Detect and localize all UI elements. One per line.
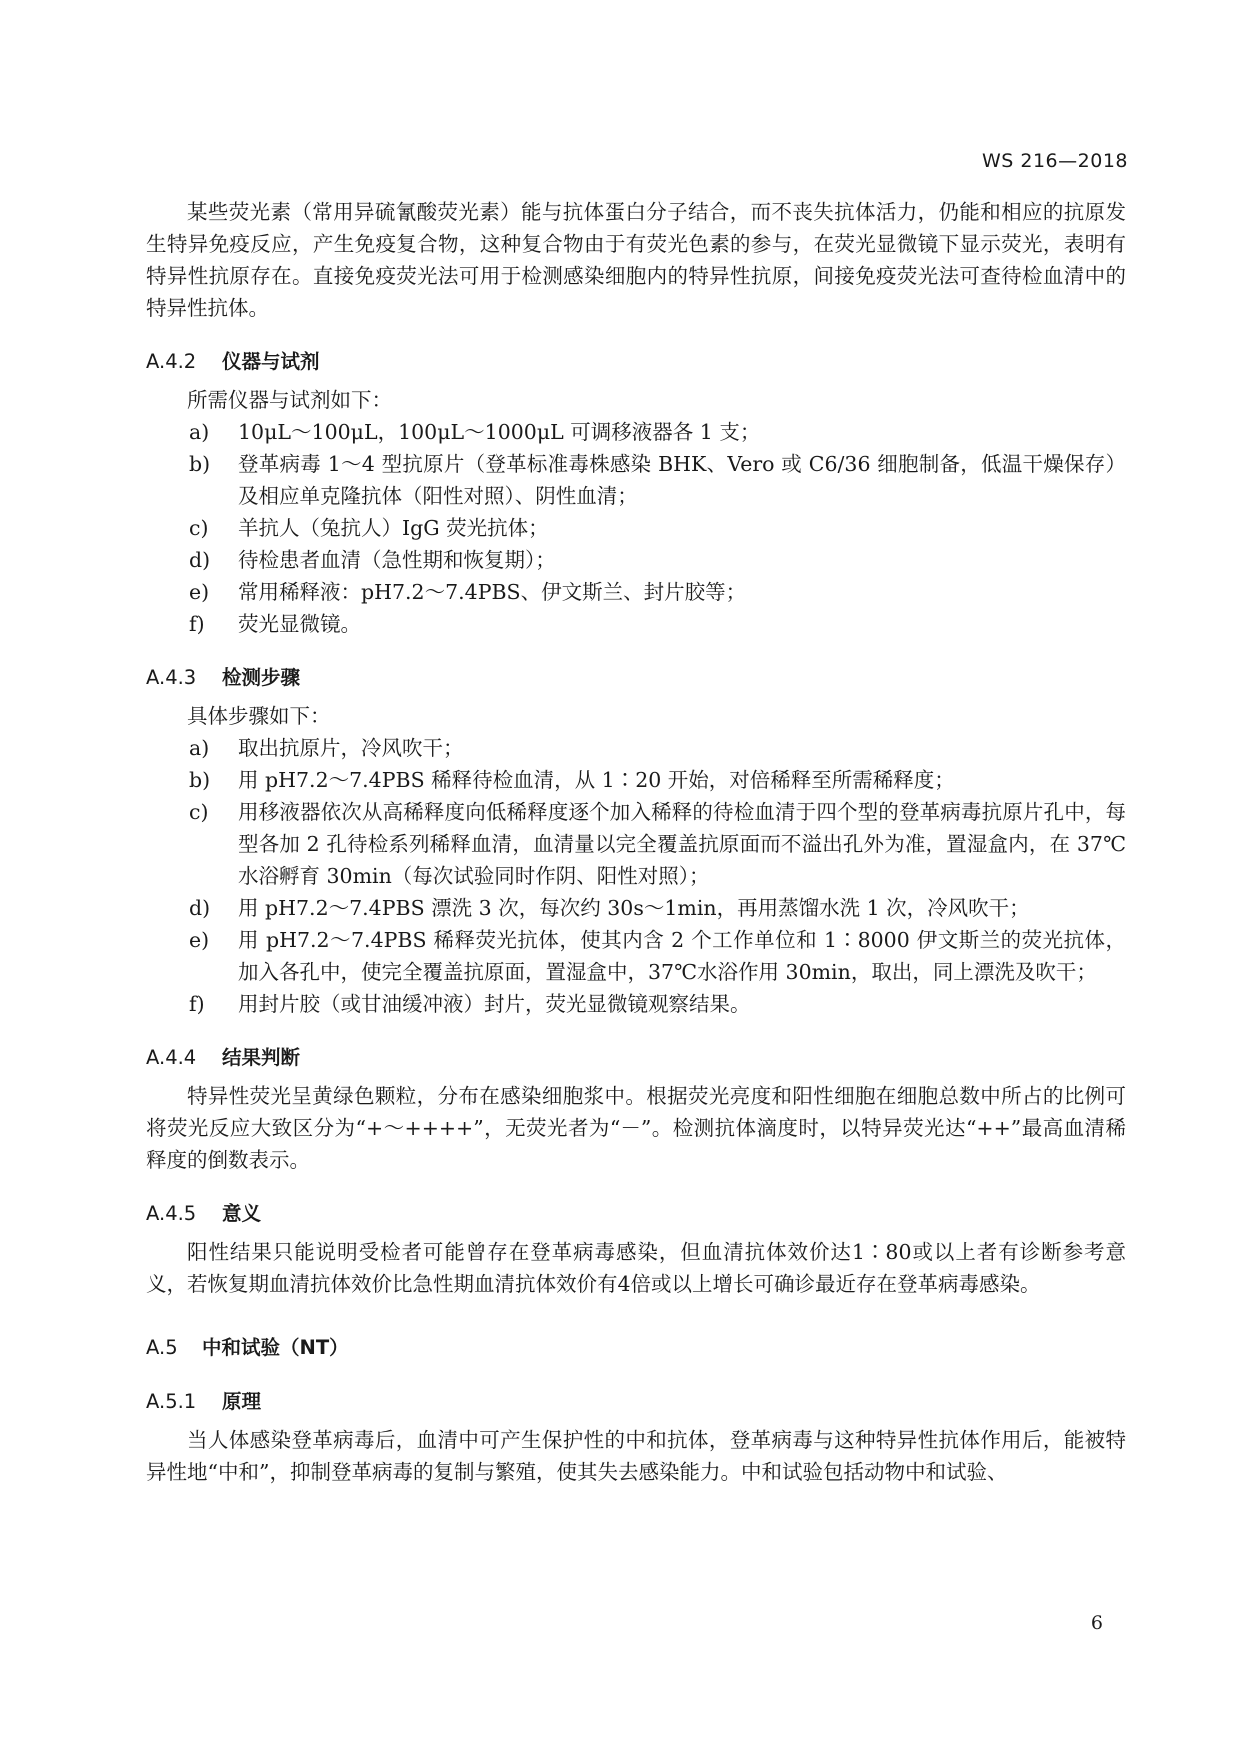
significance-paragraph: 阳性结果只能说明受检者可能曾存在登革病毒感染，但血清抗体效价达1∶80或以上者有诊断参考意义，若恢复期血清抗体效价比急性期血清抗体效价有4倍或以上增长可确诊最近存在登革病毒感染。	[146, 1240, 1126, 1296]
list-item	[146, 988, 1126, 1020]
section-a43-heading	[146, 662, 1126, 694]
list-marker: b)	[189, 768, 211, 792]
list-text: 取出抗原片，冷风吹干；	[238, 736, 464, 760]
list-text: 登革病毒 1～4 型抗原片（登革标准毒株感染 BHK、Vero 或 C6/36 细胞制备，低温干燥保存）及相应单克隆抗体（阳性对照）、阴性血清；	[238, 452, 1126, 508]
intro-paragraph: 某些荧光素（常用异硫氰酸荧光素）能与抗体蛋白分子结合，而不丧失抗体活力，仍能和相应的抗原发生特异免疫反应，产生免疫复合物，这种复合物由于有荧光色素的参与，在荧光显微镜下显示荧光，表明有特异性抗原存在。直接免疫荧光法可用于检测感染细胞内的特异性抗原，间接免疫荧光法可查待检血清中的特异性抗体。	[146, 200, 1126, 320]
list-marker: a)	[189, 420, 210, 444]
list-text: 羊抗人（兔抗人）IgG 荧光抗体；	[238, 516, 549, 540]
section-number: A.5.1	[146, 1390, 197, 1413]
list-item	[146, 512, 1126, 544]
section-title: 意义	[222, 1202, 262, 1225]
section-number: A.5	[146, 1336, 178, 1359]
list-marker: d)	[189, 548, 211, 572]
section-a51-heading	[146, 1386, 1126, 1418]
list-item	[146, 796, 1126, 892]
list-item	[146, 732, 1126, 764]
list-text: 用 pH7.2～7.4PBS 稀释待检血清，从 1∶20 开始，对倍稀释至所需稀释度；	[238, 768, 955, 792]
standard-code: WS 216—2018	[981, 150, 1128, 172]
list-item	[146, 544, 1126, 576]
list-text: 常用稀释液：pH7.2～7.4PBS、伊文斯兰、封片胶等；	[238, 580, 747, 604]
section-number: A.4.3	[146, 666, 197, 689]
list-marker: c)	[189, 516, 209, 540]
section-number: A.4.2	[146, 350, 197, 373]
section-a44-heading	[146, 1042, 1126, 1074]
list-item	[146, 892, 1126, 924]
reagent-list	[146, 416, 1126, 640]
list-text: 用移液器依次从高稀释度向低稀释度逐个加入稀释的待检血清于四个型的登革病毒抗原片孔中，每型各加 2 孔待检系列稀释血清，血清量以完全覆盖抗原面而不溢出孔外为准，置湿盒内，在 37℃水浴孵育 30min（每次试验同时作阴、阳性对照）；	[238, 800, 1126, 888]
list-item	[146, 448, 1126, 512]
list-marker: e)	[189, 928, 210, 952]
list-marker: d)	[189, 896, 211, 920]
list-item	[146, 924, 1126, 988]
section-title: 仪器与试剂	[222, 350, 320, 373]
section-number: A.4.5	[146, 1202, 197, 1225]
section-title: 结果判断	[222, 1046, 301, 1069]
list-text: 10μL～100μL，100μL～1000μL 可调移液器各 1 支；	[238, 420, 761, 444]
section-title: 原理	[222, 1390, 262, 1413]
section-number: A.4.4	[146, 1046, 197, 1069]
list-item	[146, 764, 1126, 796]
section-title: 检测步骤	[222, 666, 301, 689]
list-item	[146, 608, 1126, 640]
section-intro: 具体步骤如下：	[187, 704, 331, 728]
principle-paragraph: 当人体感染登革病毒后，血清中可产生保护性的中和抗体，登革病毒与这种特异性抗体作用后，能被特异性地“中和”，抑制登革病毒的复制与繁殖，使其失去感染能力。中和试验包括动物中和试验、	[146, 1428, 1126, 1484]
list-text: 用封片胶（或甘油缓冲液）封片，荧光显微镜观察结果。	[238, 992, 751, 1016]
procedure-list	[146, 732, 1126, 1020]
page-number: 6	[1090, 1612, 1103, 1634]
section-a45-heading	[146, 1198, 1126, 1230]
list-text: 荧光显微镜。	[238, 612, 361, 636]
list-marker: f)	[189, 992, 205, 1016]
section-title: 中和试验（NT）	[202, 1336, 349, 1359]
section-a42-heading	[146, 346, 1126, 378]
list-text: 用 pH7.2～7.4PBS 漂洗 3 次，每次约 30s～1min，再用蒸馏水洗 1 次，冷风吹干；	[238, 896, 1030, 920]
list-marker: e)	[189, 580, 210, 604]
list-item	[146, 576, 1126, 608]
section-intro: 所需仪器与试剂如下：	[187, 388, 392, 412]
section-a5-heading	[146, 1332, 1126, 1364]
page-content	[146, 196, 1126, 1488]
list-marker: c)	[189, 800, 209, 824]
result-paragraph: 特异性荧光呈黄绿色颗粒，分布在感染细胞浆中。根据荧光亮度和阳性细胞在细胞总数中所占的比例可将荧光反应大致区分为“+～++++”，无荧光者为“－”。检测抗体滴度时，以特异荧光达“++”最高血清稀释度的倒数表示。	[146, 1084, 1126, 1172]
list-text: 用 pH7.2～7.4PBS 稀释荧光抗体，使其内含 2 个工作单位和 1∶8000 伊文斯兰的荧光抗体，加入各孔中，使完全覆盖抗原面，置湿盒中，37℃水浴作用 30min，取出，同上漂洗及吹干；	[238, 928, 1126, 984]
list-item	[146, 416, 1126, 448]
list-text: 待检患者血清（急性期和恢复期）；	[238, 548, 556, 572]
list-marker: a)	[189, 736, 210, 760]
list-marker: f)	[189, 612, 205, 636]
list-marker: b)	[189, 452, 211, 476]
